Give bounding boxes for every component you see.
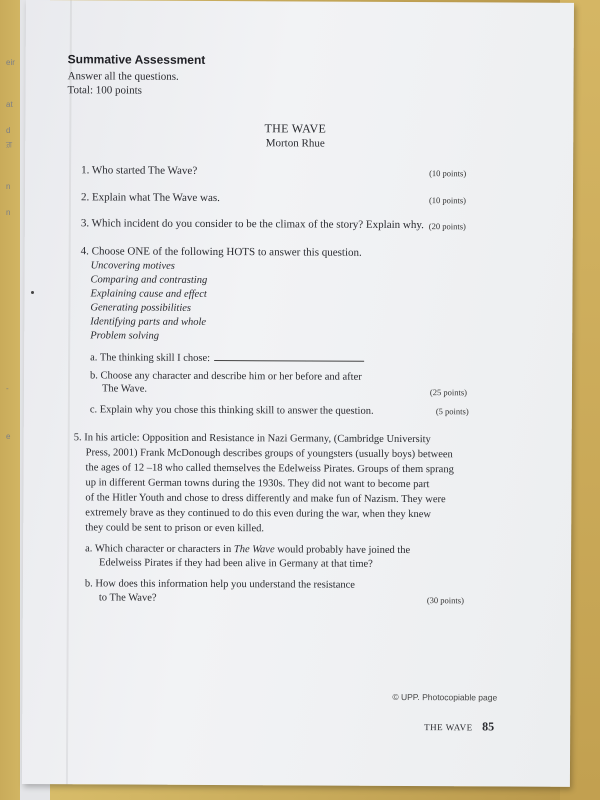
- margin-bleed-text: at: [6, 100, 13, 109]
- question-1: 1. Who started The Wave?: [81, 164, 198, 177]
- skill-item: Problem solving: [90, 330, 160, 342]
- question-4b-line-1: b. Choose any character and describe him or her before and after: [90, 370, 362, 383]
- passage-line: the ages of 12 –18 who called themselves the Edelweiss Pirates. Groups of them sprang: [85, 462, 454, 476]
- question-4a: [90, 350, 364, 366]
- punch-dot: [31, 291, 34, 294]
- skill-item: Explaining cause and effect: [90, 288, 207, 300]
- passage-line: Press, 2001) Frank McDonough describes groups of youngsters (usually boys) between: [85, 447, 453, 461]
- question-5a-pre: a. Which character or characters in: [85, 543, 234, 556]
- passage-line: they could be sent to prison or even killed.: [85, 522, 265, 535]
- margin-bleed-text: n: [6, 208, 11, 217]
- margin-bleed-text: d: [6, 126, 11, 135]
- question-5-points: (30 points): [426, 595, 464, 606]
- margin-bleed-text: eir: [6, 58, 15, 67]
- book-title: THE WAVE: [264, 121, 327, 136]
- question-3-points: (20 points): [428, 221, 466, 232]
- margin-bleed-text: e: [6, 432, 11, 441]
- question-4a-text: a. The thinking skill I chose:: [90, 352, 211, 364]
- margin-bleed-text: -: [6, 384, 9, 393]
- question-5a-post: would probably have joined the: [274, 544, 411, 557]
- skill-item: Generating possibilities: [90, 302, 192, 314]
- margin-bleed-text: n: [6, 182, 11, 191]
- question-4b-line-2: The Wave.: [101, 383, 148, 395]
- skill-item: Identifying parts and whole: [90, 316, 207, 328]
- passage-line: up in different German towns during the 1930s. They did not want to become part: [85, 477, 430, 491]
- question-5a-italic: The Wave: [233, 544, 275, 556]
- passage-line: extremely brave as they continued to do this even during the war, when they knew: [85, 507, 432, 521]
- copyright-notice: © UPP. Photocopiable page: [392, 691, 498, 703]
- question-5b-line-2: to The Wave?: [98, 592, 157, 604]
- question-4b-points: (25 points): [429, 387, 468, 398]
- margin-bleed-text: ਗ਼: [6, 140, 13, 149]
- worksheet-page: [22, 0, 574, 787]
- question-1-points: (10 points): [429, 168, 467, 179]
- question-2: 2. Explain what The Wave was.: [80, 191, 220, 205]
- skill-item: Uncovering motives: [90, 260, 175, 272]
- question-4c-points: (5 points): [435, 406, 469, 417]
- question-4: 4. Choose ONE of the following HOTS to answer this question.: [80, 245, 362, 259]
- question-5a-line-2: Edelweiss Pirates if they had been alive in Germany at that time?: [99, 557, 373, 570]
- total-points: Total: 100 points: [67, 84, 142, 97]
- answer-blank-line[interactable]: [214, 351, 364, 362]
- assessment-title: Summative Assessment: [67, 52, 206, 67]
- question-2-points: (10 points): [428, 195, 467, 206]
- page-number: 85: [482, 719, 495, 734]
- passage-line: 5. In his article: Opposition and Resistance in Nazi Germany, (Cambridge University: [73, 432, 431, 446]
- question-5b-line-1: b. How does this information help you understand the resistance: [84, 578, 356, 591]
- question-5-passage: [73, 430, 474, 537]
- footer-book-title: THE WAVE: [424, 722, 473, 733]
- book-author: Morton Rhue: [265, 137, 325, 150]
- instructions: Answer all the questions.: [67, 70, 179, 83]
- question-4c: c. Explain why you chose this thinking skill to answer the question.: [89, 404, 374, 417]
- skill-item: Comparing and contrasting: [90, 274, 208, 286]
- question-3: 3. Which incident do you consider to be the climax of the story? Explain why.: [80, 217, 424, 232]
- passage-line: of the Hitler Youth and chose to dress differently and make fun of Nazism. They were: [85, 492, 446, 506]
